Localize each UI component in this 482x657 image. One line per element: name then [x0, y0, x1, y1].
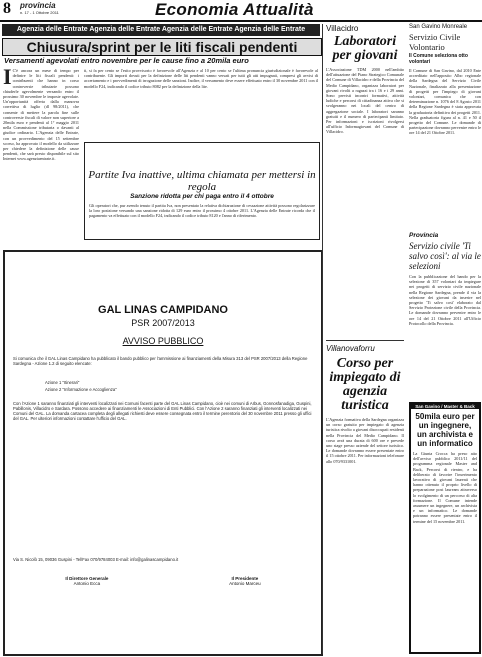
villanovaforru-article: [326, 344, 404, 649]
box-body: Gli operatori che, pur avendo tenuto il partita Iva, non presentato la relativa dichiarazione di cessazione attività possono regolarizzare la loro posizione versando una sanzione ridotta di 129 euro entro il prossimo 4 ottobre 2011. L'Agenzia delle Entrate ricorda che il pagamento va effettuato con il modello F24, indicando il codice tributo 8120 e l'anno di riferimento.: [89, 203, 315, 219]
brand-name: provincia: [20, 1, 56, 10]
page-number: 8: [3, 0, 11, 17]
gal-psr: PSR 2007/2013: [131, 318, 195, 328]
signer-left-name: Antonio Ecca: [73, 580, 101, 586]
column-divider-left: [322, 24, 323, 654]
signer-right-role: Il Presidente: [231, 575, 259, 581]
newspaper-logo: [20, 1, 59, 15]
master-back-kicker: San Gavino / Master & Back: [411, 404, 479, 409]
column-divider-right: [407, 24, 408, 654]
gal-notice: AVVISO PUBBLICO: [122, 336, 204, 346]
header-rule: [0, 20, 482, 22]
master-back-title: 50mila euro per un ingegnere, un archivista e un informatico: [415, 412, 475, 448]
signer-left-role: Il Direttore Generale: [65, 575, 109, 581]
box-subtitle: Sanzione ridotta per chi paga entro il 4 ottobre: [130, 193, 274, 200]
issue-info: n. 17 - 1 Ottobre 2011: [20, 10, 59, 15]
lead-col1-text: C'è ancora un mese di tempo per definire le liti fiscali pendenti: i contribuenti che hanno in corso controversie tributarie possono chiuderle agevolmente versando entro il prossimo 30 novembre le imposte agevolate. Un'opportunità offerta dalla manovra correttiva di luglio (dl 98/2011), che consente di mettere la parola fine sulle controversie fiscali di valore non superiore a 20mila euro e pendenti al 1° maggio 2011 nella Commissione tributaria o davanti al giudice ordinario. L'Agenzia delle Entrate, con un provvedimento del 15 settembre scorso, ha approvato il modello da utilizzare per chiedere la definizione delle cause pendenti, che sarà presto disponibile sul sito Internet www.agenziaentrate.it.: [3, 68, 79, 162]
lead-subhead: Versamenti agevolati entro novembre per le cause fino a 20mila euro: [4, 56, 249, 65]
villanovaforru-body: L'Agenzia formativa della Sardegna organizza un corso gratuito per impiegato di agenzia turistica rivolto a giovani disoccupati residenti nella Provincia del Medio Campidano. Il corso avrà una durata di 600 ore e prevede uno stage presso aziende del settore turistico. Le domande dovranno essere presentate entro il 15 ottobre 2011. Per informazioni telefonare allo 070/9331001.: [326, 417, 404, 464]
provincia-kicker: Provincia: [409, 232, 439, 239]
gal-action-1: Azione 1 "Itinerari": [45, 380, 80, 385]
partite-iva-box: [84, 142, 320, 240]
lead-headline: Chiusura/sprint per le liti fiscali pendenti: [2, 38, 322, 56]
section-title: Economia Attualità: [155, 0, 314, 19]
villanovaforru-kicker: Villanovaforru: [326, 344, 375, 353]
servizio-civile-block: [409, 24, 481, 238]
lead-column-2: ti, si fa per cento se l'esito provvisorio è favorevole all'Agenzia e al 10 per cento se l'ultima pronuncia giurisdizionale è favorevole al contribuente. Gli importi dovuti per la definizione delle liti pendenti vanno versati per tutti gli atti impugnati, compresi gli avvisi di accertamento e i provvedimenti di irrogazione delle sanzioni. Inoltre, il versamento deve essere effettuato entro il 30 novembre 2011 con il modello F24, indicando il codice tributo 8082 per la definizione della lite.: [84, 68, 318, 89]
middle-separator: [326, 340, 404, 341]
villacidro-article: [326, 24, 404, 350]
ti-salvo-title: Servizio civile 'Ti salvo così': al via le selezioni: [409, 241, 481, 271]
signature-right: [229, 576, 261, 586]
provincia-block: [409, 232, 481, 400]
villanovaforru-title: Corso per impiegato di agenzia turistica: [329, 356, 401, 413]
master-back-box: [409, 402, 481, 654]
servizio-civile-body: Il Comune di San Gavino, dal 2010 Ente accreditato nell'apposito Albo regionale della Sardegna del Servizio Civile Nazionale, finalizzato alla presentazione di progetti per l'impiego di giovani volontari, comunica che con determinazione n. 1076 del 8 Agosto 2011 della Regione Sardegna è stata approvata la graduatoria definitiva dei progetti 2011. Nella graduatoria figura al n. 41 e 50 il progetto del Comune. Le domande di partecipazione dovranno pervenire entro le ore 14 del 21 Ottobre 2011.: [409, 68, 481, 136]
gal-action-2: Azione 2 "Informazione e Accoglienza": [45, 387, 117, 393]
gal-title: GAL LINAS CAMPIDANO: [98, 304, 228, 316]
sangavino-kicker: San Gavino Monreale: [409, 24, 468, 30]
servizio-civile-subhead: Il Comune seleziona otto volontari: [409, 53, 468, 65]
signer-right-name: Antonio Marceu: [229, 580, 261, 586]
master-back-body: La Giunta Crocca ha preso atto dell'avviso pubblico 2011/11 del programma regionale Master and Back, Percorsi di rientro, e ha deliberato di favorire l'inserimento lavorativo di giovani laureati che hanno ottenuto il proprio livello di preparazione post lauream attraverso lo svolgimento di un percorso di alta formazione. Il Comune intende assumere un ingegnere, un archivista e un informatico. Le domande potranno essere presentate entro il termine del 15 novembre 2011.: [413, 451, 477, 524]
ti-salvo-body: Con la pubblicazione del bando per la selezione di 357 volontari da impiegare nei progetti di servizio civile nazionale nella Regione Sardegna, prende il via la selezione dei giovani da inserire nel progetto 'Ti salvo così' elaborato dal Servizio Protezione civile della Provincia. Le domande dovranno pervenire entro le ore 14 del 21 Ottobre 2011 all'Ufficio Protocollo della Provincia.: [409, 274, 481, 326]
gal-address: Via S. Nicolò 15, 09036 Guspini - Tel/Fax 070/9784003 E-mail: info@galinascampidano.it: [13, 556, 179, 562]
lead-banner: Agenzia delle Entrate Agenzia delle Entrate Agenzia delle Entrate Agenzia delle Entrate: [2, 24, 320, 36]
villacidro-body: L'Associazione TDM 2000 nell'ambito dell'attuazione del Piano Strategico Comunale del Comune di Villacidro e della Provincia del Medio Campidano, organizza laboratori per giovani rivolti a ragazzi tra i 16 e i 29 anni. Sono previsti incontri formativi, attività ludiche e percorsi di cittadinanza attiva che si svolgeranno nei locali del centro di aggregazione sociale. I laboratori saranno gratuiti e il numero di partecipanti limitato. Per informazioni e iscrizioni rivolgersi all'ufficio Informagiovani del Comune di Villacidro.: [326, 67, 404, 135]
villacidro-kicker: Villacidro: [326, 24, 359, 33]
gal-intro: Si comunica che il GAL Linas Campidano ha pubblicato il bando pubblico per l'ammissione ai finanziamenti della Misura 313 del PSR 2007/2013 della Regione Sardegna - Azione 1.2 di seguito elencate:: [13, 356, 308, 367]
dropcap: I: [3, 68, 12, 89]
servizio-civile-title: Servizio Civile Volontario: [409, 32, 461, 52]
villacidro-title: Laboratori per giovani: [332, 34, 398, 63]
gal-signatures: [5, 576, 321, 586]
lead-column-1: [3, 68, 79, 238]
gal-body: Con l'Azione 1 saranno finanziati gli interventi localizzati nei Comuni facenti parte del GAL Linas Campidano, cioè nei comuni di Arbus, Gonnosfanadiga, Guspini, Pabillonis, Villacidro e Sardara. Possono accedere ai finanziamenti le Associazioni di Enti Pubblici. Con l'Azione 2 saranno finanziati gli interventi localizzati nei Comuni del GAL. La domanda cartacea completa degli allegati richiesti deve essere consegnata entro il termine perentorio del 30 novembre 2011 presso gli uffici del GAL. Per ulteriori informazioni contattare l'ufficio del GAL.: [13, 400, 312, 422]
gal-announcement: [3, 250, 323, 656]
signature-left: [65, 576, 108, 586]
box-title: Partite Iva inattive, ultima chiamata per mettersi in regola: [88, 169, 316, 193]
